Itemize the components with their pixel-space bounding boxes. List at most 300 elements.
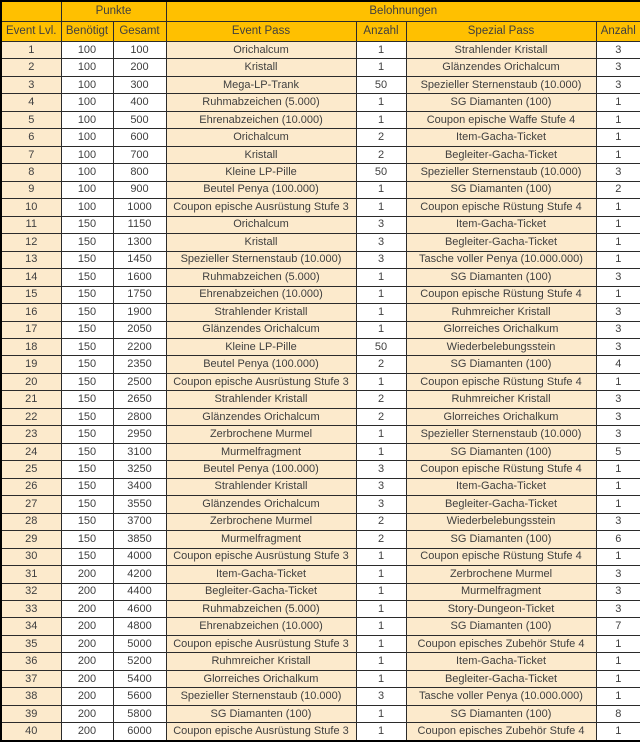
cell-event-lvl: 2 xyxy=(1,59,61,76)
cell-spezial-pass: Story-Dungeon-Ticket xyxy=(406,601,596,618)
cell-event-lvl: 38 xyxy=(1,688,61,705)
cell-anzahl-spezial: 1 xyxy=(596,251,640,268)
cell-anzahl-spezial: 3 xyxy=(596,321,640,338)
cell-benoetigt: 150 xyxy=(61,531,113,548)
cell-event-pass: Zerbrochene Murmel xyxy=(166,426,356,443)
cell-event-pass: Strahlender Kristall xyxy=(166,304,356,321)
cell-gesamt: 5200 xyxy=(113,653,166,670)
cell-benoetigt: 150 xyxy=(61,216,113,233)
cell-anzahl-spezial: 3 xyxy=(596,164,640,181)
cell-gesamt: 1750 xyxy=(113,286,166,303)
cell-event-pass: Kristall xyxy=(166,234,356,251)
table-row xyxy=(1,601,640,618)
cell-spezial-pass: Coupon epische Rüstung Stufe 4 xyxy=(406,548,596,565)
cell-event-pass: Orichalcum xyxy=(166,42,356,59)
cell-event-lvl: 4 xyxy=(1,94,61,111)
cell-benoetigt: 200 xyxy=(61,635,113,652)
cell-event-lvl: 30 xyxy=(1,548,61,565)
table-row xyxy=(1,94,640,111)
cell-spezial-pass: Murmelfragment xyxy=(406,583,596,600)
cell-gesamt: 3550 xyxy=(113,496,166,513)
cell-anzahl-event: 1 xyxy=(356,566,406,583)
cell-gesamt: 5600 xyxy=(113,688,166,705)
cell-event-pass: Coupon epische Ausrüstung Stufe 3 xyxy=(166,635,356,652)
cell-anzahl-event: 1 xyxy=(356,670,406,687)
cell-event-lvl: 24 xyxy=(1,443,61,460)
cell-anzahl-event: 1 xyxy=(356,618,406,635)
cell-spezial-pass: Begleiter-Gacha-Ticket xyxy=(406,146,596,163)
cell-benoetigt: 150 xyxy=(61,478,113,495)
cell-event-pass: Coupon epische Ausrüstung Stufe 3 xyxy=(166,373,356,390)
col-header-anzahl-spezial: Anzahl xyxy=(596,22,640,42)
cell-anzahl-spezial: 3 xyxy=(596,408,640,425)
cell-anzahl-spezial: 1 xyxy=(596,635,640,652)
cell-benoetigt: 200 xyxy=(61,688,113,705)
cell-anzahl-event: 3 xyxy=(356,234,406,251)
cell-benoetigt: 150 xyxy=(61,338,113,355)
cell-benoetigt: 100 xyxy=(61,129,113,146)
cell-gesamt: 2950 xyxy=(113,426,166,443)
cell-anzahl-event: 2 xyxy=(356,531,406,548)
cell-event-pass: Coupon epische Ausrüstung Stufe 3 xyxy=(166,723,356,741)
table-row xyxy=(1,76,640,93)
cell-benoetigt: 100 xyxy=(61,76,113,93)
cell-spezial-pass: Coupon epische Rüstung Stufe 4 xyxy=(406,461,596,478)
cell-benoetigt: 200 xyxy=(61,670,113,687)
cell-spezial-pass: Tasche voller Penya (10.000.000) xyxy=(406,251,596,268)
cell-benoetigt: 100 xyxy=(61,111,113,128)
table-row xyxy=(1,42,640,59)
cell-event-pass: Ruhmabzeichen (5.000) xyxy=(166,269,356,286)
table-body xyxy=(1,42,640,742)
cell-spezial-pass: SG Diamanten (100) xyxy=(406,531,596,548)
cell-gesamt: 1000 xyxy=(113,199,166,216)
cell-event-pass: Spezieller Sternenstaub (10.000) xyxy=(166,251,356,268)
cell-anzahl-event: 1 xyxy=(356,723,406,741)
table-header xyxy=(1,1,640,42)
cell-spezial-pass: Coupon epische Rüstung Stufe 4 xyxy=(406,199,596,216)
cell-event-lvl: 16 xyxy=(1,304,61,321)
cell-gesamt: 4600 xyxy=(113,601,166,618)
cell-anzahl-event: 2 xyxy=(356,391,406,408)
col-header-anzahl-event: Anzahl xyxy=(356,22,406,42)
cell-event-pass: Kleine LP-Pille xyxy=(166,164,356,181)
cell-benoetigt: 150 xyxy=(61,269,113,286)
cell-spezial-pass: Item-Gacha-Ticket xyxy=(406,216,596,233)
cell-event-lvl: 21 xyxy=(1,391,61,408)
cell-benoetigt: 150 xyxy=(61,321,113,338)
table-row xyxy=(1,338,640,355)
cell-anzahl-event: 3 xyxy=(356,461,406,478)
cell-anzahl-event: 50 xyxy=(356,164,406,181)
cell-anzahl-spezial: 3 xyxy=(596,76,640,93)
cell-benoetigt: 150 xyxy=(61,251,113,268)
cell-anzahl-event: 1 xyxy=(356,269,406,286)
table-row xyxy=(1,59,640,76)
cell-anzahl-spezial: 1 xyxy=(596,723,640,741)
table-row xyxy=(1,513,640,530)
cell-spezial-pass: Coupon episches Zubehör Stufe 4 xyxy=(406,723,596,741)
cell-benoetigt: 200 xyxy=(61,705,113,722)
cell-spezial-pass: Glänzendes Orichalcum xyxy=(406,59,596,76)
cell-gesamt: 1600 xyxy=(113,269,166,286)
table-row xyxy=(1,286,640,303)
cell-gesamt: 500 xyxy=(113,111,166,128)
cell-event-pass: Murmelfragment xyxy=(166,531,356,548)
cell-anzahl-spezial: 1 xyxy=(596,286,640,303)
cell-event-lvl: 6 xyxy=(1,129,61,146)
cell-event-lvl: 15 xyxy=(1,286,61,303)
belohnungen-group-header: Belohnungen xyxy=(166,1,640,22)
cell-anzahl-spezial: 1 xyxy=(596,146,640,163)
cell-event-pass: Kristall xyxy=(166,146,356,163)
cell-benoetigt: 200 xyxy=(61,601,113,618)
cell-spezial-pass: Zerbrochene Murmel xyxy=(406,566,596,583)
cell-spezial-pass: Ruhmreicher Kristall xyxy=(406,391,596,408)
cell-anzahl-event: 2 xyxy=(356,356,406,373)
col-header-spezial-pass: Spezial Pass xyxy=(406,22,596,42)
cell-event-lvl: 28 xyxy=(1,513,61,530)
cell-anzahl-event: 50 xyxy=(356,76,406,93)
cell-anzahl-event: 50 xyxy=(356,338,406,355)
cell-gesamt: 900 xyxy=(113,181,166,198)
cell-gesamt: 1150 xyxy=(113,216,166,233)
cell-gesamt: 5400 xyxy=(113,670,166,687)
cell-anzahl-event: 1 xyxy=(356,583,406,600)
cell-benoetigt: 100 xyxy=(61,199,113,216)
table-row xyxy=(1,216,640,233)
cell-anzahl-spezial: 6 xyxy=(596,531,640,548)
cell-anzahl-event: 1 xyxy=(356,286,406,303)
cell-event-pass: Ruhmreicher Kristall xyxy=(166,653,356,670)
cell-anzahl-spezial: 1 xyxy=(596,373,640,390)
table-row xyxy=(1,653,640,670)
cell-anzahl-event: 1 xyxy=(356,94,406,111)
cell-event-pass: Orichalcum xyxy=(166,216,356,233)
col-header-event-pass: Event Pass xyxy=(166,22,356,42)
cell-anzahl-spezial: 1 xyxy=(596,216,640,233)
cell-gesamt: 800 xyxy=(113,164,166,181)
cell-event-lvl: 29 xyxy=(1,531,61,548)
table-row xyxy=(1,531,640,548)
cell-spezial-pass: Glorreiches Orichalkum xyxy=(406,408,596,425)
cell-anzahl-spezial: 3 xyxy=(596,338,640,355)
cell-benoetigt: 100 xyxy=(61,181,113,198)
cell-gesamt: 400 xyxy=(113,94,166,111)
cell-spezial-pass: Ruhmreicher Kristall xyxy=(406,304,596,321)
cell-anzahl-spezial: 3 xyxy=(596,269,640,286)
cell-event-pass: Murmelfragment xyxy=(166,443,356,460)
cell-anzahl-spezial: 1 xyxy=(596,199,640,216)
table-row xyxy=(1,321,640,338)
cell-gesamt: 6000 xyxy=(113,723,166,741)
table-row xyxy=(1,548,640,565)
cell-anzahl-spezial: 3 xyxy=(596,426,640,443)
cell-anzahl-event: 3 xyxy=(356,216,406,233)
cell-event-pass: Glänzendes Orichalcum xyxy=(166,496,356,513)
table-row xyxy=(1,251,640,268)
table-row xyxy=(1,129,640,146)
cell-event-pass: Glänzendes Orichalcum xyxy=(166,408,356,425)
table-row xyxy=(1,111,640,128)
cell-benoetigt: 150 xyxy=(61,496,113,513)
cell-spezial-pass: Begleiter-Gacha-Ticket xyxy=(406,670,596,687)
cell-anzahl-spezial: 3 xyxy=(596,583,640,600)
cell-spezial-pass: Wiederbelebungsstein xyxy=(406,338,596,355)
cell-anzahl-spezial: 3 xyxy=(596,566,640,583)
cell-anzahl-event: 1 xyxy=(356,601,406,618)
cell-anzahl-spezial: 8 xyxy=(596,705,640,722)
table-row xyxy=(1,688,640,705)
cell-anzahl-spezial: 7 xyxy=(596,618,640,635)
cell-gesamt: 1450 xyxy=(113,251,166,268)
cell-spezial-pass: SG Diamanten (100) xyxy=(406,705,596,722)
table-row xyxy=(1,373,640,390)
cell-gesamt: 100 xyxy=(113,42,166,59)
cell-event-lvl: 35 xyxy=(1,635,61,652)
cell-benoetigt: 150 xyxy=(61,304,113,321)
cell-benoetigt: 150 xyxy=(61,461,113,478)
cell-benoetigt: 150 xyxy=(61,373,113,390)
cell-anzahl-event: 2 xyxy=(356,146,406,163)
cell-anzahl-spezial: 3 xyxy=(596,42,640,59)
cell-event-lvl: 36 xyxy=(1,653,61,670)
cell-event-pass: Strahlender Kristall xyxy=(166,478,356,495)
cell-event-pass: Ehrenabzeichen (10.000) xyxy=(166,286,356,303)
cell-event-lvl: 19 xyxy=(1,356,61,373)
cell-anzahl-event: 1 xyxy=(356,111,406,128)
cell-benoetigt: 150 xyxy=(61,234,113,251)
cell-benoetigt: 200 xyxy=(61,566,113,583)
cell-gesamt: 300 xyxy=(113,76,166,93)
cell-benoetigt: 150 xyxy=(61,286,113,303)
table-row xyxy=(1,670,640,687)
cell-anzahl-spezial: 1 xyxy=(596,653,640,670)
cell-anzahl-event: 3 xyxy=(356,478,406,495)
cell-event-lvl: 31 xyxy=(1,566,61,583)
col-header-benoetigt: Benötigt xyxy=(61,22,113,42)
cell-gesamt: 5800 xyxy=(113,705,166,722)
cell-event-pass: Coupon epische Ausrüstung Stufe 3 xyxy=(166,548,356,565)
cell-gesamt: 2200 xyxy=(113,338,166,355)
cell-event-lvl: 8 xyxy=(1,164,61,181)
cell-event-lvl: 11 xyxy=(1,216,61,233)
cell-benoetigt: 200 xyxy=(61,653,113,670)
cell-spezial-pass: Strahlender Kristall xyxy=(406,42,596,59)
table-row xyxy=(1,496,640,513)
cell-anzahl-event: 1 xyxy=(356,635,406,652)
header-group-row xyxy=(1,1,640,22)
cell-spezial-pass: Coupon epische Rüstung Stufe 4 xyxy=(406,286,596,303)
cell-event-pass: Glorreiches Orichalkum xyxy=(166,670,356,687)
cell-gesamt: 2500 xyxy=(113,373,166,390)
cell-event-pass: Spezieller Sternenstaub (10.000) xyxy=(166,688,356,705)
cell-gesamt: 4400 xyxy=(113,583,166,600)
cell-gesamt: 200 xyxy=(113,59,166,76)
cell-event-lvl: 26 xyxy=(1,478,61,495)
cell-event-pass: Strahlender Kristall xyxy=(166,391,356,408)
cell-benoetigt: 100 xyxy=(61,42,113,59)
cell-anzahl-spezial: 3 xyxy=(596,601,640,618)
cell-spezial-pass: SG Diamanten (100) xyxy=(406,94,596,111)
cell-anzahl-event: 3 xyxy=(356,251,406,268)
cell-event-lvl: 33 xyxy=(1,601,61,618)
cell-spezial-pass: SG Diamanten (100) xyxy=(406,618,596,635)
cell-gesamt: 2800 xyxy=(113,408,166,425)
cell-spezial-pass: SG Diamanten (100) xyxy=(406,356,596,373)
cell-event-lvl: 23 xyxy=(1,426,61,443)
cell-anzahl-spezial: 3 xyxy=(596,304,640,321)
table-row xyxy=(1,461,640,478)
cell-anzahl-event: 3 xyxy=(356,688,406,705)
cell-anzahl-event: 1 xyxy=(356,304,406,321)
cell-anzahl-event: 2 xyxy=(356,129,406,146)
cell-gesamt: 600 xyxy=(113,129,166,146)
cell-event-pass: Beutel Penya (100.000) xyxy=(166,181,356,198)
cell-event-lvl: 7 xyxy=(1,146,61,163)
cell-anzahl-spezial: 3 xyxy=(596,513,640,530)
cell-anzahl-spezial: 2 xyxy=(596,181,640,198)
table-row xyxy=(1,199,640,216)
cell-event-pass: Ehrenabzeichen (10.000) xyxy=(166,618,356,635)
table-row xyxy=(1,443,640,460)
cell-event-lvl: 25 xyxy=(1,461,61,478)
cell-event-pass: Mega-LP-Trank xyxy=(166,76,356,93)
cell-event-lvl: 14 xyxy=(1,269,61,286)
cell-spezial-pass: Begleiter-Gacha-Ticket xyxy=(406,496,596,513)
cell-gesamt: 2650 xyxy=(113,391,166,408)
cell-event-lvl: 5 xyxy=(1,111,61,128)
cell-event-pass: Kristall xyxy=(166,59,356,76)
cell-anzahl-event: 1 xyxy=(356,59,406,76)
cell-gesamt: 3400 xyxy=(113,478,166,495)
table-row xyxy=(1,635,640,652)
cell-anzahl-spezial: 1 xyxy=(596,94,640,111)
cell-anzahl-spezial: 1 xyxy=(596,461,640,478)
cell-benoetigt: 100 xyxy=(61,59,113,76)
col-header-event-lvl: Event Lvl. xyxy=(1,22,61,42)
cell-event-lvl: 9 xyxy=(1,181,61,198)
cell-spezial-pass: Begleiter-Gacha-Ticket xyxy=(406,234,596,251)
cell-benoetigt: 200 xyxy=(61,723,113,741)
punkte-group-header: Punkte xyxy=(61,1,166,22)
cell-spezial-pass: SG Diamanten (100) xyxy=(406,269,596,286)
cell-event-pass: Zerbrochene Murmel xyxy=(166,513,356,530)
cell-anzahl-event: 1 xyxy=(356,443,406,460)
cell-anzahl-spezial: 1 xyxy=(596,234,640,251)
cell-gesamt: 1300 xyxy=(113,234,166,251)
cell-event-lvl: 27 xyxy=(1,496,61,513)
cell-gesamt: 4000 xyxy=(113,548,166,565)
cell-anzahl-event: 1 xyxy=(356,373,406,390)
cell-gesamt: 5000 xyxy=(113,635,166,652)
cell-anzahl-spezial: 1 xyxy=(596,478,640,495)
cell-benoetigt: 100 xyxy=(61,164,113,181)
cell-anzahl-spezial: 1 xyxy=(596,670,640,687)
cell-spezial-pass: Spezieller Sternenstaub (10.000) xyxy=(406,426,596,443)
cell-spezial-pass: Tasche voller Penya (10.000.000) xyxy=(406,688,596,705)
cell-anzahl-event: 1 xyxy=(356,548,406,565)
cell-benoetigt: 150 xyxy=(61,443,113,460)
cell-event-pass: SG Diamanten (100) xyxy=(166,705,356,722)
table-row xyxy=(1,391,640,408)
table-row xyxy=(1,304,640,321)
cell-event-lvl: 13 xyxy=(1,251,61,268)
cell-event-lvl: 22 xyxy=(1,408,61,425)
cell-event-pass: Item-Gacha-Ticket xyxy=(166,566,356,583)
cell-event-pass: Begleiter-Gacha-Ticket xyxy=(166,583,356,600)
table-row xyxy=(1,478,640,495)
cell-anzahl-event: 2 xyxy=(356,513,406,530)
cell-event-lvl: 40 xyxy=(1,723,61,741)
cell-benoetigt: 200 xyxy=(61,618,113,635)
cell-event-lvl: 18 xyxy=(1,338,61,355)
cell-event-pass: Beutel Penya (100.000) xyxy=(166,461,356,478)
cell-gesamt: 3700 xyxy=(113,513,166,530)
cell-event-pass: Ruhmabzeichen (5.000) xyxy=(166,94,356,111)
cell-spezial-pass: Spezieller Sternenstaub (10.000) xyxy=(406,76,596,93)
cell-benoetigt: 200 xyxy=(61,583,113,600)
table-row xyxy=(1,234,640,251)
cell-benoetigt: 100 xyxy=(61,94,113,111)
cell-gesamt: 3250 xyxy=(113,461,166,478)
table-row xyxy=(1,181,640,198)
cell-spezial-pass: Coupon epische Rüstung Stufe 4 xyxy=(406,373,596,390)
col-header-gesamt: Gesamt xyxy=(113,22,166,42)
table-row xyxy=(1,164,640,181)
cell-event-lvl: 3 xyxy=(1,76,61,93)
cell-anzahl-spezial: 1 xyxy=(596,129,640,146)
cell-benoetigt: 100 xyxy=(61,146,113,163)
cell-anzahl-event: 1 xyxy=(356,705,406,722)
cell-spezial-pass: SG Diamanten (100) xyxy=(406,181,596,198)
table-row xyxy=(1,618,640,635)
cell-benoetigt: 150 xyxy=(61,513,113,530)
cell-event-lvl: 20 xyxy=(1,373,61,390)
cell-gesamt: 4200 xyxy=(113,566,166,583)
cell-event-lvl: 17 xyxy=(1,321,61,338)
cell-event-pass: Orichalcum xyxy=(166,129,356,146)
cell-spezial-pass: Spezieller Sternenstaub (10.000) xyxy=(406,164,596,181)
header-columns-row xyxy=(1,22,640,42)
cell-gesamt: 2350 xyxy=(113,356,166,373)
table-row xyxy=(1,566,640,583)
cell-anzahl-event: 1 xyxy=(356,42,406,59)
cell-gesamt: 1900 xyxy=(113,304,166,321)
table-row xyxy=(1,146,640,163)
cell-event-pass: Coupon epische Ausrüstung Stufe 3 xyxy=(166,199,356,216)
cell-benoetigt: 150 xyxy=(61,548,113,565)
cell-benoetigt: 150 xyxy=(61,391,113,408)
cell-spezial-pass: Wiederbelebungsstein xyxy=(406,513,596,530)
cell-spezial-pass: Coupon episches Zubehör Stufe 4 xyxy=(406,635,596,652)
cell-gesamt: 2050 xyxy=(113,321,166,338)
cell-anzahl-spezial: 1 xyxy=(596,111,640,128)
table-row xyxy=(1,426,640,443)
cell-event-pass: Ehrenabzeichen (10.000) xyxy=(166,111,356,128)
cell-anzahl-event: 1 xyxy=(356,653,406,670)
table-row xyxy=(1,723,640,741)
cell-event-pass: Glänzendes Orichalcum xyxy=(166,321,356,338)
cell-event-lvl: 32 xyxy=(1,583,61,600)
cell-anzahl-spezial: 1 xyxy=(596,496,640,513)
cell-anzahl-event: 1 xyxy=(356,426,406,443)
cell-anzahl-event: 1 xyxy=(356,321,406,338)
cell-anzahl-event: 3 xyxy=(356,496,406,513)
cell-event-pass: Kleine LP-Pille xyxy=(166,338,356,355)
cell-event-lvl: 39 xyxy=(1,705,61,722)
corner-cell xyxy=(1,1,61,22)
